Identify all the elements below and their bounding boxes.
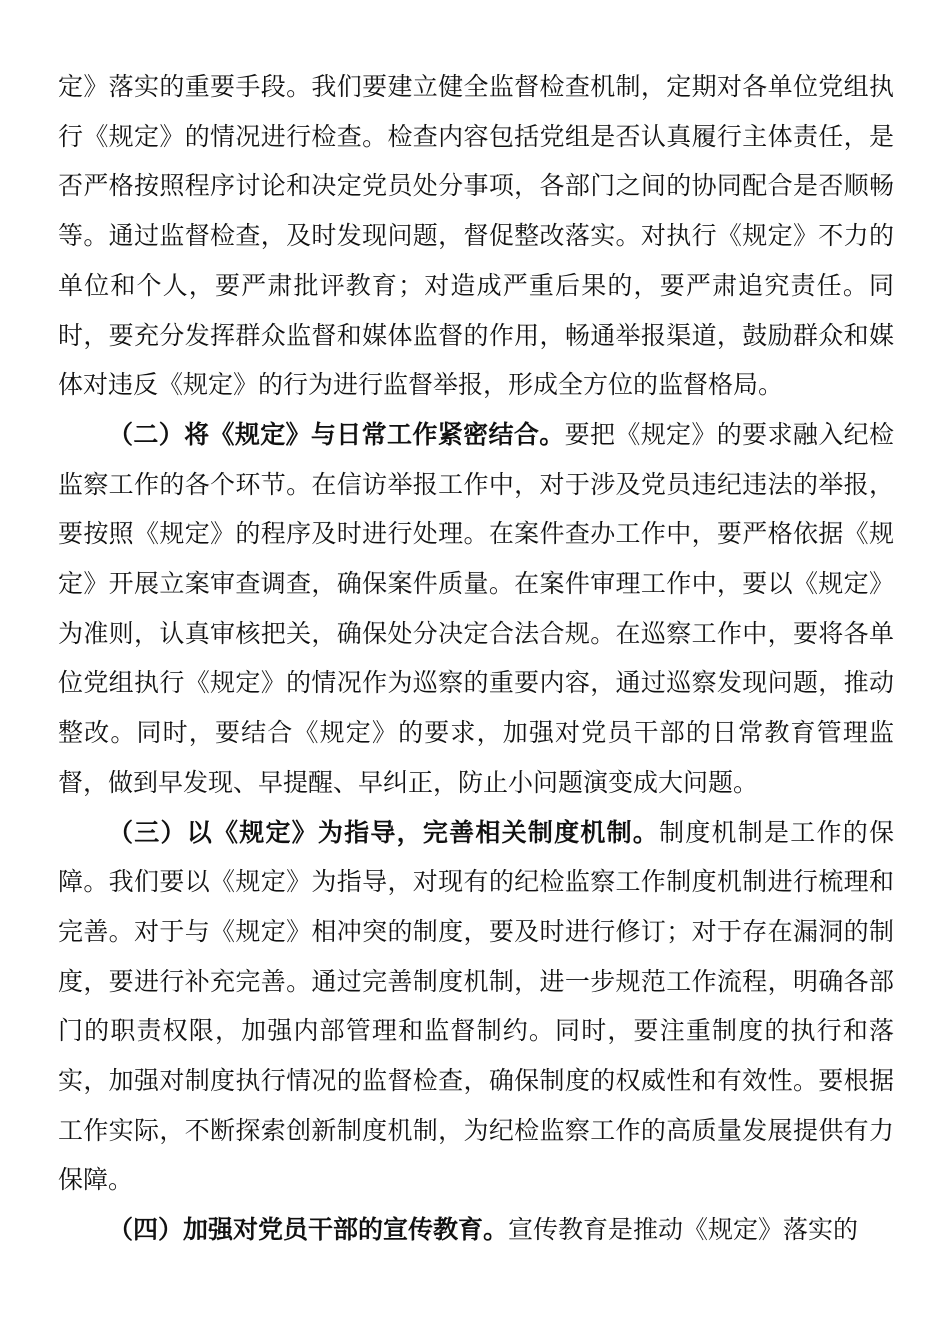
- section-heading: （三）以《规定》为指导，完善相关制度机制。: [108, 817, 660, 847]
- paragraph-section-4: [58, 1205, 894, 1255]
- paragraph-body: 制度机制是工作的保障。我们要以《规定》为指导，对现有的纪检监察工作制度机制进行梳理和完善。对于与《规定》相冲突的制度，要及时进行修订；对于存在漏洞的制度，要进行补充完善。通过完善制度机制，进一步规范工作流程，明确各部门的职责权限，加强内部管理和监督制约。同时，要注重制度的执行和落实，加强对制度执行情况的监督检查，确保制度的权威性和有效性。要根据工作实际，不断探索创新制度机制，为纪检监察工作的高质量发展提供有力保障。: [58, 817, 894, 1195]
- paragraph-body: 定》落实的重要手段。我们要建立健全监督检查机制，定期对各单位党组执行《规定》的情况进行检查。检查内容包括党组是否认真履行主体责任，是否严格按照程序讨论和决定党员处分事项，各部门之间的协同配合是否顺畅等。通过监督检查，及时发现问题，督促整改落实。对执行《规定》不力的单位和个人，要严肃批评教育；对造成严重后果的，要严肃追究责任。同时，要充分发挥群众监督和媒体监督的作用，畅通举报渠道，鼓励群众和媒体对违反《规定》的行为进行监督举报，形成全方位的监督格局。: [58, 72, 894, 400]
- paragraph-body: 宣传教育是推动《规定》落实的: [508, 1215, 859, 1245]
- paragraph-section-2: [58, 410, 894, 808]
- section-heading: （二）将《规定》与日常工作紧密结合。: [108, 419, 565, 449]
- paragraph-body: 要把《规定》的要求融入纪检监察工作的各个环节。在信访举报工作中，对于涉及党员违纪违法的举报，要按照《规定》的程序及时进行处理。在案件查办工作中，要严格依据《规定》开展立案审查调查，确保案件质量。在案件审理工作中，要以《规定》为准则，认真审核把关，确保处分决定合法合规。在巡察工作中，要将各单位党组执行《规定》的情况作为巡察的重要内容，通过巡察发现问题，推动整改。同时，要结合《规定》的要求，加强对党员干部的日常教育管理监督，做到早发现、早提醒、早纠正，防止小问题演变成大问题。: [58, 419, 894, 797]
- document-page: [58, 62, 894, 1255]
- paragraph-section-3: [58, 808, 894, 1206]
- paragraph-continuation: [58, 62, 894, 410]
- section-heading: （四）加强对党员干部的宣传教育。: [108, 1215, 509, 1245]
